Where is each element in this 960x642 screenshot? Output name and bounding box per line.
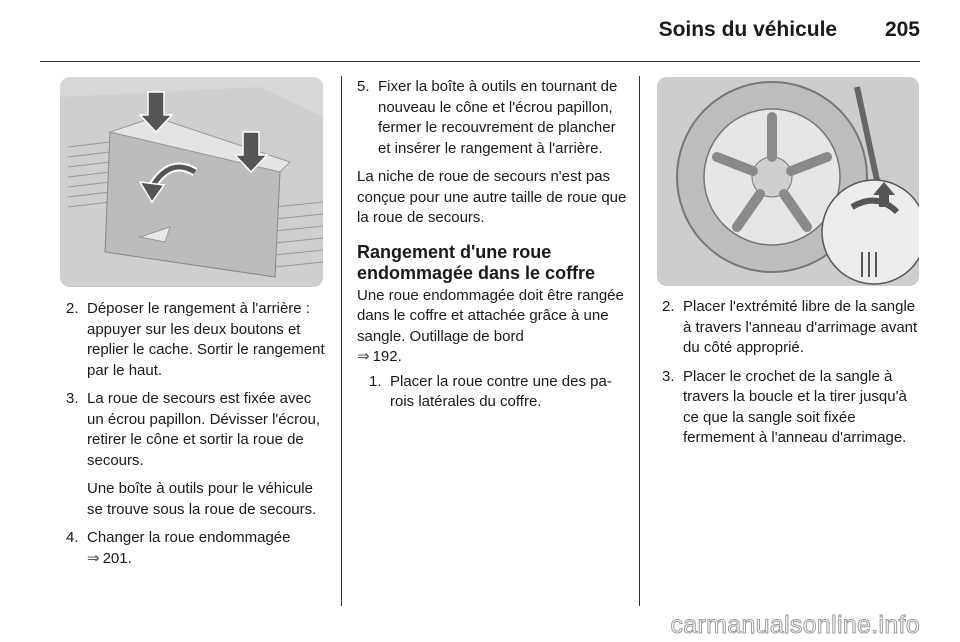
column-divider-1 [341, 76, 342, 606]
column-3-text [662, 297, 924, 457]
intro-text: Une roue endommagée doit être rangée dans le coffre et attachée grâce à une sangle. Outillage de bord [357, 286, 624, 345]
list-item: 4. Changer la roue endommagée ⇒ 201. [66, 529, 291, 567]
list-item: 2. Déposer le rangement à l'arrière : appuyer sur les deux boutons et replier le cache. Sortir le rangement par le haut. [66, 300, 325, 379]
page-header [659, 18, 920, 42]
storage-compartment-illustration [60, 77, 323, 287]
header-divider [40, 61, 920, 62]
section-heading: Rangement d'une roue endommagée dans le coffre [357, 241, 596, 283]
watermark: carmanualsonline.info [670, 611, 920, 639]
list-item: 5. Fixer la boîte à outils en tournant de nouveau le cône et l'écrou papillon, fermer le recouvrement de plancher et insérer le rangement à l'arrière. [357, 78, 618, 157]
list-item: 1. Placer la roue contre une des parois latérales du coffre. [369, 372, 612, 410]
list-item: 3. La roue de secours est fixée avec un écrou papillon. Dévisser l'écrou, retirer le cône et sortir la roue de secours. Une boîte à outils pour le véhicule se trouve sous la roue de secours. [66, 389, 328, 520]
wheel-strap-illustration [657, 77, 919, 286]
column-2-text [357, 77, 627, 421]
toolbox-note: Une boîte à outils pour le véhicule se trouve sous la roue de secours. [87, 480, 317, 518]
page-reference-link[interactable]: 192. [372, 348, 402, 365]
list-item: 3. Placer le crochet de la sangle à travers la boucle et la tirer jusqu'à ce que la sangle soit fixée fermement à l'anneau d'arrimage. [662, 367, 907, 446]
page-ref-arrow-icon: ⇒ [357, 348, 370, 365]
spare-well-note: La niche de roue de secours n'est pas conçue pour une autre taille de roue que la roue de secours. [357, 168, 627, 226]
column-divider-2 [639, 76, 640, 606]
page-number: 205 [884, 18, 920, 41]
section-title: Soins du véhicule [658, 18, 838, 41]
page-reference-link[interactable]: 201. [102, 549, 132, 567]
column-1-text [66, 299, 328, 577]
list-item: 2. Placer l'extrémité libre de la sangle à travers l'anneau d'arrimage avant du côté approprié. [662, 298, 918, 356]
page-ref-arrow-icon: ⇒ [87, 549, 100, 567]
